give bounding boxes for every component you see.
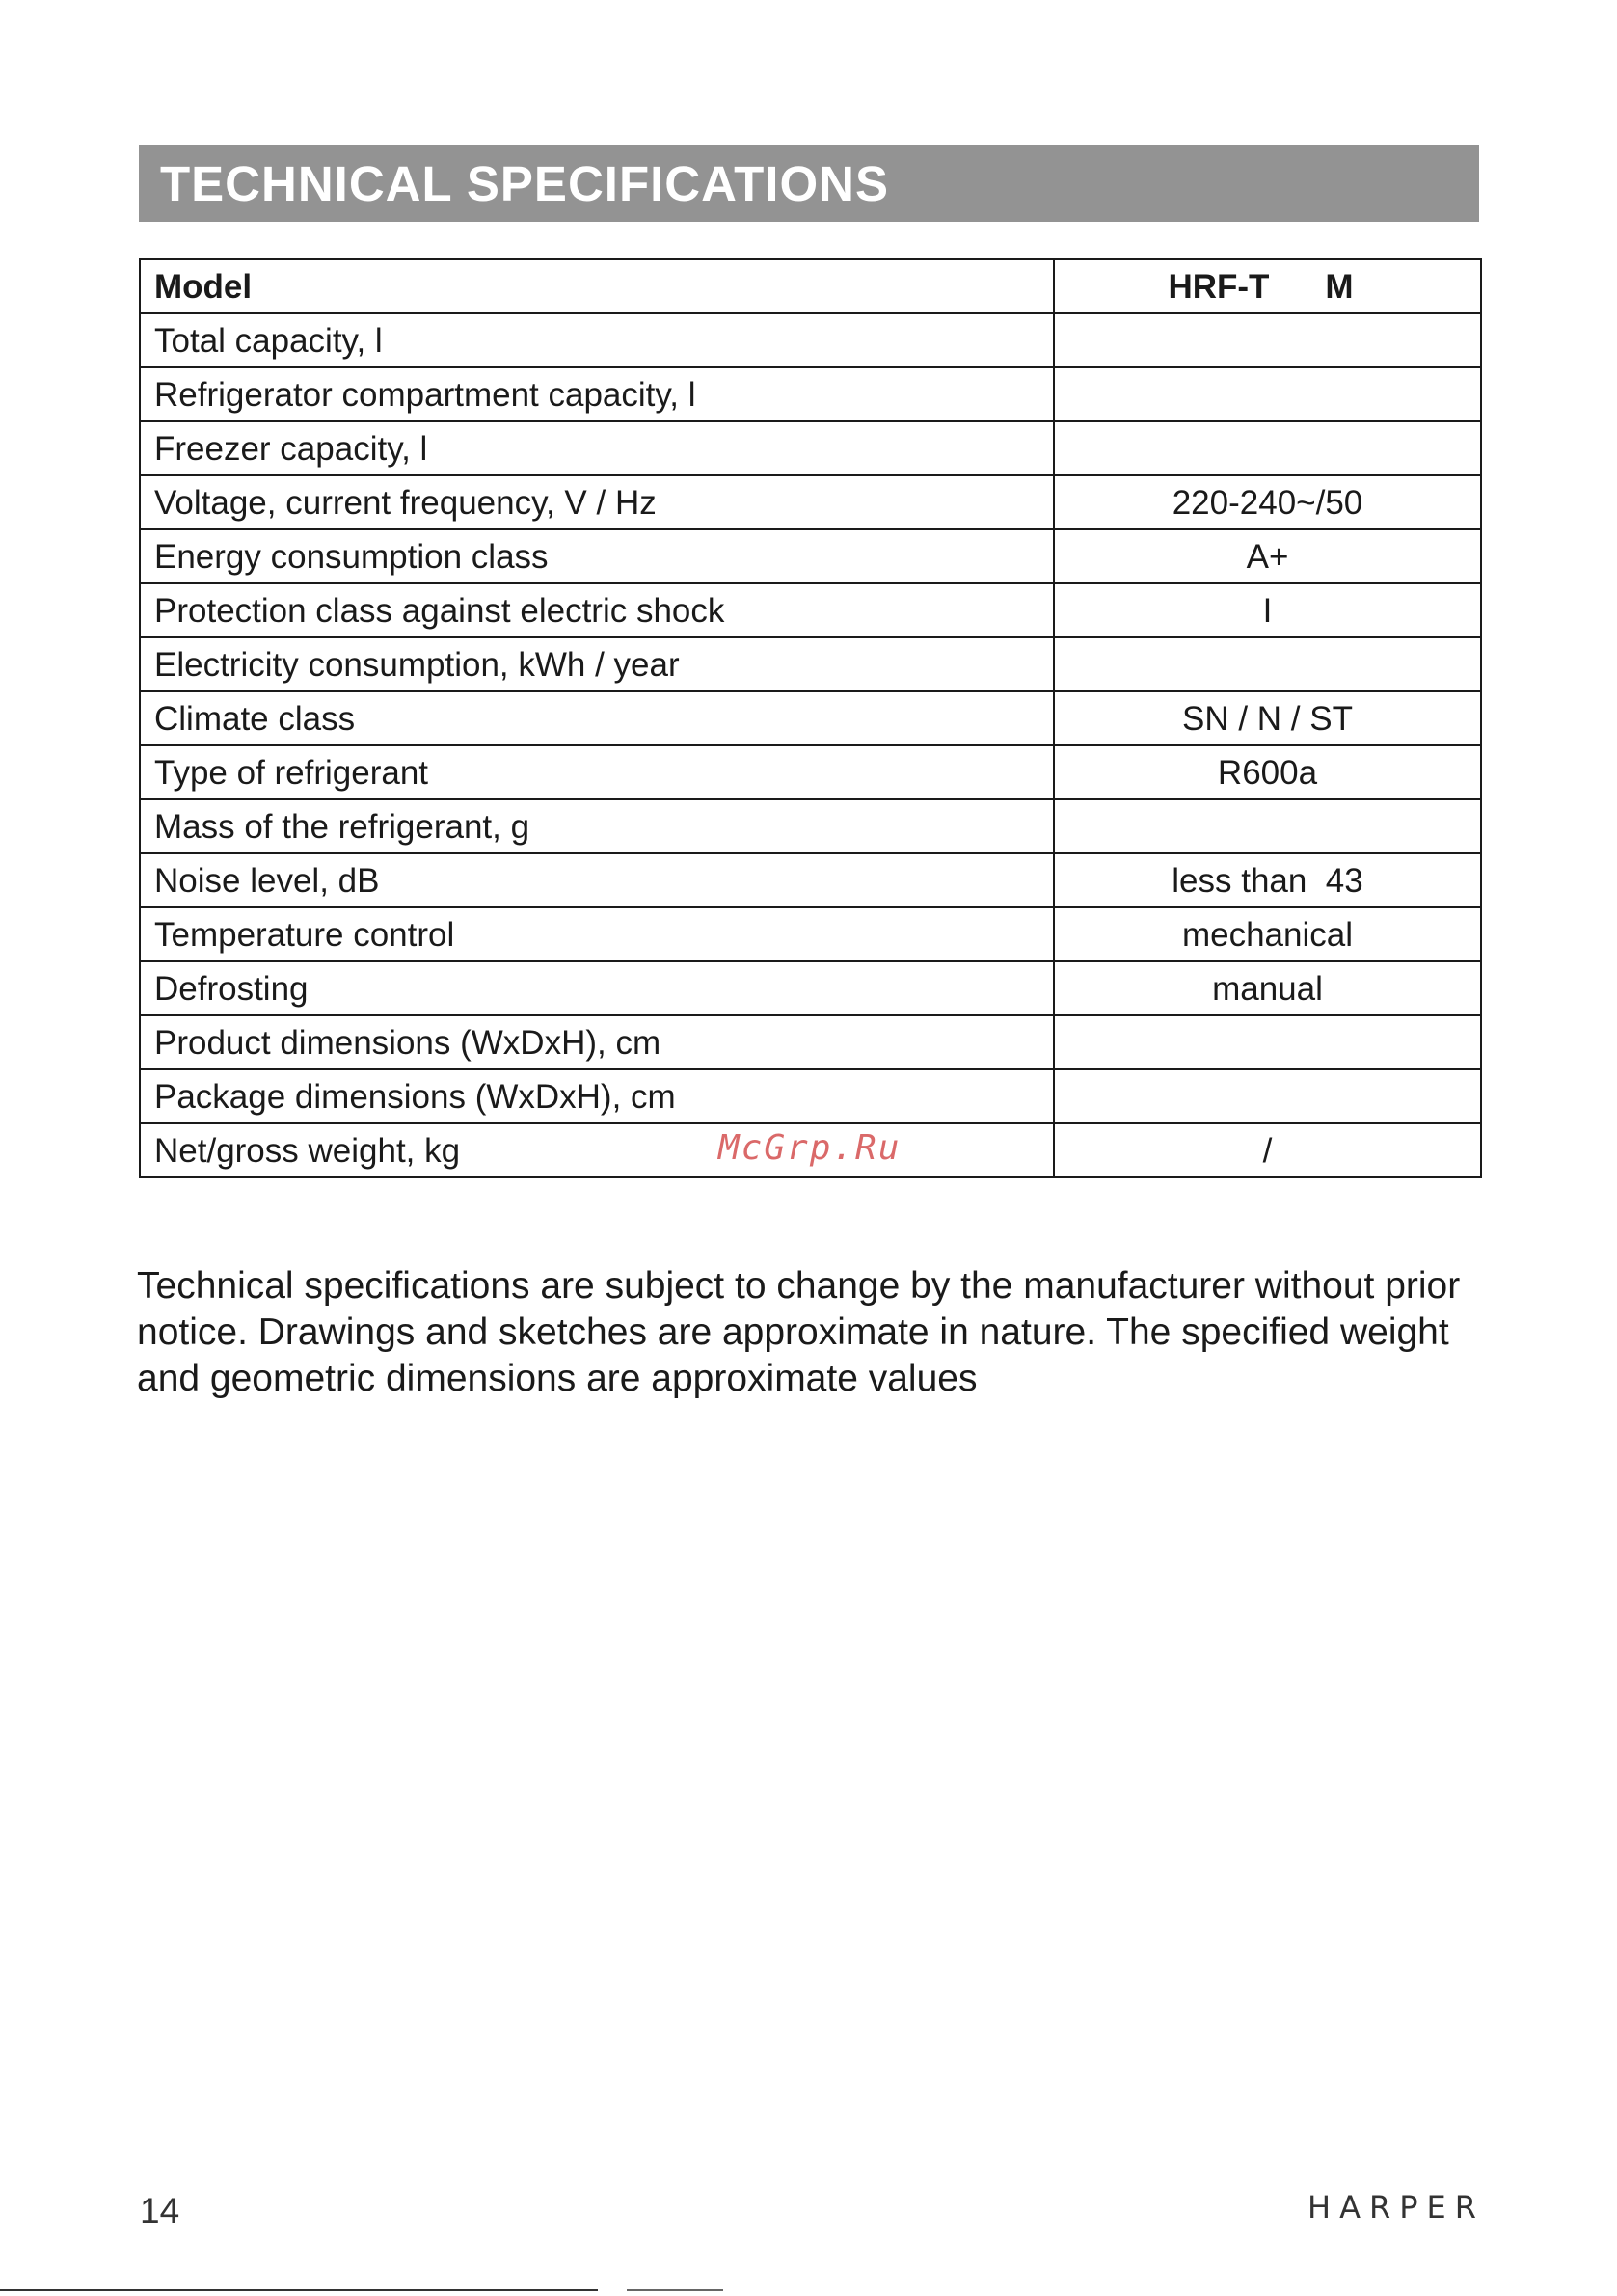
row-value (1054, 421, 1481, 475)
row-value (1054, 1015, 1481, 1069)
row-label: Net/gross weight, kg (140, 1123, 1054, 1177)
section-title-bar (139, 145, 1479, 222)
row-label: Type of refrigerant (140, 745, 1054, 799)
table-row (140, 853, 1481, 907)
row-value: SN / N / ST (1054, 691, 1481, 745)
table-row (140, 1069, 1481, 1123)
page-number: 14 (140, 2191, 180, 2230)
header-model (1054, 259, 1481, 313)
row-label: Voltage, current frequency, V / Hz (140, 475, 1054, 529)
row-value: I (1054, 583, 1481, 637)
row-label: Defrosting (140, 961, 1054, 1015)
watermark-text: McGrp.Ru (718, 1128, 902, 1168)
bottom-rule (0, 2289, 598, 2291)
table-row (140, 745, 1481, 799)
table-row (140, 583, 1481, 637)
model-suffix: M (1325, 267, 1354, 306)
row-label: Freezer capacity, l (140, 421, 1054, 475)
table-header-row (140, 259, 1481, 313)
row-value: mechanical (1054, 907, 1481, 961)
table-row (140, 475, 1481, 529)
table-row (140, 691, 1481, 745)
table-row (140, 961, 1481, 1015)
row-value: / (1054, 1123, 1481, 1177)
row-label: Total capacity, l (140, 313, 1054, 367)
bottom-tick (627, 2289, 723, 2291)
row-label: Electricity consumption, kWh / year (140, 637, 1054, 691)
model-prefix: HRF-T (1168, 267, 1270, 306)
section-title: TECHNICAL SPECIFICATIONS (160, 155, 889, 211)
row-value (1054, 313, 1481, 367)
row-label: Package dimensions (WxDxH), cm (140, 1069, 1054, 1123)
disclaimer-note: Technical specifications are subject to change by the manufacturer without prior notice. Drawings and sketches are approximate in nature. The specified weight and geometric dimensions are approximate values (137, 1265, 1461, 1399)
table-row (140, 799, 1481, 853)
row-value (1054, 1069, 1481, 1123)
row-value: R600a (1054, 745, 1481, 799)
table-row (140, 421, 1481, 475)
row-value (1054, 637, 1481, 691)
row-label: Protection class against electric shock (140, 583, 1054, 637)
table-row (140, 907, 1481, 961)
table-row (140, 637, 1481, 691)
row-label: Product dimensions (WxDxH), cm (140, 1015, 1054, 1069)
table-row (140, 1015, 1481, 1069)
row-value (1054, 367, 1481, 421)
row-value: less than 43 (1054, 853, 1481, 907)
row-label: Climate class (140, 691, 1054, 745)
brand-logo: HARPER (1307, 2189, 1485, 2226)
spec-table (139, 258, 1482, 1178)
row-value: manual (1054, 961, 1481, 1015)
row-label: Mass of the refrigerant, g (140, 799, 1054, 853)
table-row (140, 529, 1481, 583)
row-label: Refrigerator compartment capacity, l (140, 367, 1054, 421)
row-label: Noise level, dB (140, 853, 1054, 907)
table-row (140, 313, 1481, 367)
row-value: A+ (1054, 529, 1481, 583)
row-label: Temperature control (140, 907, 1054, 961)
header-label: Model (140, 259, 1054, 313)
row-value: 220-240~/50 (1054, 475, 1481, 529)
table-row (140, 367, 1481, 421)
row-label: Energy consumption class (140, 529, 1054, 583)
row-value (1054, 799, 1481, 853)
